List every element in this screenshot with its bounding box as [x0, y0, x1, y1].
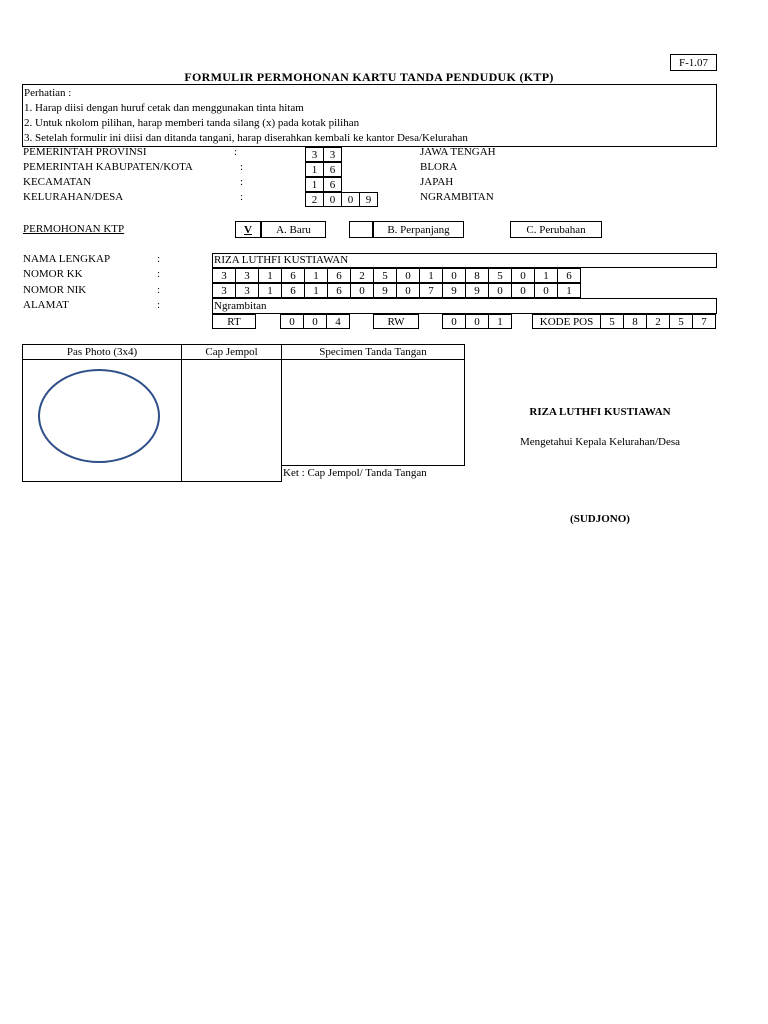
kk-digit-value: 5 [382, 269, 388, 282]
rw-digit-value: 1 [497, 315, 503, 328]
kk-digit-value: 3 [244, 269, 250, 282]
kk-digit[interactable] [212, 268, 236, 283]
nik-digit[interactable] [534, 283, 558, 298]
region-label: PEMERINTAH PROVINSI [23, 146, 147, 158]
nik-colon: : [157, 284, 161, 296]
kk-digit-value: 0 [451, 269, 457, 282]
nik-digit-value: 9 [474, 284, 480, 297]
kk-digit-value: 2 [359, 269, 365, 282]
rw-digit[interactable] [442, 314, 466, 329]
specimen-box [281, 359, 465, 466]
rt-label-cell [212, 314, 256, 329]
pas-photo-header [22, 344, 182, 360]
nik-digit-value: 0 [497, 284, 503, 297]
kk-digit[interactable] [488, 268, 512, 283]
postal-label: KODE POS [539, 315, 594, 328]
region-digit[interactable] [359, 192, 378, 207]
nik-digit-value: 0 [359, 284, 365, 297]
postal-digit-value: 2 [655, 315, 661, 328]
postal-digit[interactable] [623, 314, 647, 329]
photo-ellipse [23, 360, 181, 481]
option-baru[interactable] [261, 221, 326, 238]
postal-digit-value: 5 [609, 315, 615, 328]
notice-item-3: 3. Setelah formulir ini diisi dan ditanda tangani, harap diserahkan kembali ke kantor Desa/Kelurahan [24, 132, 468, 144]
check-box-baru[interactable] [235, 221, 261, 238]
name-value: RIZA LUTHFI KUSTIAWAN [214, 254, 349, 266]
rt-digit-value: 0 [312, 315, 318, 328]
kk-digit-value: 6 [290, 269, 296, 282]
rt-digit[interactable] [280, 314, 304, 329]
kk-digit-value: 0 [405, 269, 411, 282]
region-digit[interactable] [305, 162, 324, 177]
rw-digit[interactable] [465, 314, 489, 329]
notice-box [22, 84, 717, 147]
kk-digit[interactable] [304, 268, 328, 283]
region-digit-value: 6 [329, 178, 336, 191]
region-name: JAWA TENGAH [420, 146, 496, 158]
specimen-header [281, 344, 465, 360]
region-label: KECAMATAN [23, 176, 92, 188]
region-digit[interactable] [341, 192, 360, 207]
region-digit-value: 3 [311, 148, 318, 161]
nik-digit[interactable] [350, 283, 374, 298]
region-digit[interactable] [305, 177, 324, 192]
nik-digit[interactable] [327, 283, 351, 298]
rt-label: RT [227, 315, 241, 328]
kk-digit[interactable] [281, 268, 305, 283]
region-digit[interactable] [305, 147, 324, 162]
kk-digit[interactable] [235, 268, 259, 283]
postal-digit-value: 7 [701, 315, 707, 328]
option-perpanjang[interactable] [373, 221, 464, 238]
kk-digit[interactable] [557, 268, 581, 283]
address-value: Ngrambitan [214, 300, 267, 312]
nik-digit-value: 3 [221, 284, 227, 297]
specimen-label: Specimen Tanda Tangan [319, 346, 427, 358]
rw-digit-value: 0 [474, 315, 480, 328]
kk-digit[interactable] [350, 268, 374, 283]
pas-photo-label: Pas Photo (3x4) [66, 346, 138, 358]
nik-digit[interactable] [511, 283, 535, 298]
form-code-text: F-1.07 [678, 56, 709, 69]
nik-digit[interactable] [488, 283, 512, 298]
rw-label: RW [387, 315, 405, 328]
nik-digit[interactable] [212, 283, 236, 298]
nik-digit[interactable] [396, 283, 420, 298]
pas-photo-box [22, 359, 182, 482]
kk-digit[interactable] [327, 268, 351, 283]
name-colon: : [157, 253, 161, 265]
nik-digit[interactable] [258, 283, 282, 298]
form-code [670, 54, 717, 71]
rt-digit-value: 0 [289, 315, 295, 328]
nik-digit-value: 1 [313, 284, 319, 297]
region-digit-value: 9 [365, 193, 372, 206]
rt-digit-value: 4 [335, 315, 341, 328]
kk-digit-value: 5 [497, 269, 503, 282]
nik-label: NOMOR NIK [23, 284, 87, 296]
notice-heading: Perhatian : [24, 87, 72, 99]
kk-digit-value: 1 [428, 269, 434, 282]
cap-jempol-label: Cap Jempol [205, 346, 258, 358]
notice-item-2: 2. Untuk nkolom pilihan, harap memberi tanda silang (x) pada kotak pilihan [24, 117, 360, 129]
check-mark: V [244, 223, 252, 236]
application-label: PERMOHONAN KTP [23, 223, 125, 235]
nik-digit[interactable] [304, 283, 328, 298]
region-digit-value: 2 [311, 193, 318, 206]
nik-digit-value: 1 [267, 284, 273, 297]
postal-digit[interactable] [600, 314, 624, 329]
postal-digit[interactable] [646, 314, 670, 329]
region-digit-value: 3 [329, 148, 336, 161]
postal-digit[interactable] [692, 314, 716, 329]
nik-digit[interactable] [235, 283, 259, 298]
address-label: ALAMAT [23, 299, 69, 311]
kk-digit[interactable] [373, 268, 397, 283]
region-digit-value: 1 [311, 163, 318, 176]
cap-jempol-header [181, 344, 282, 360]
form-title: FORMULIR PERMOHONAN KARTU TANDA PENDUDUK (KTP) [184, 70, 554, 84]
nik-digit[interactable] [419, 283, 443, 298]
kk-digit-value: 6 [566, 269, 572, 282]
name-label: NAMA LENGKAP [23, 253, 111, 265]
option-baru-label: A. Baru [276, 223, 311, 236]
nik-digit-value: 7 [428, 284, 434, 297]
kk-digit-value: 0 [520, 269, 526, 282]
rw-digit[interactable] [488, 314, 512, 329]
kk-digit[interactable] [511, 268, 535, 283]
region-digit-value: 6 [329, 163, 336, 176]
applicant-name: RIZA LUTHFI KUSTIAWAN [529, 406, 671, 418]
postal-label-cell [532, 314, 601, 329]
nik-digit-value: 9 [451, 284, 457, 297]
nik-digit-value: 9 [382, 284, 388, 297]
region-digit-value: 0 [329, 193, 336, 206]
kk-colon: : [157, 268, 161, 280]
kk-digit[interactable] [442, 268, 466, 283]
ket-note: Ket : Cap Jempol/ Tanda Tangan [283, 467, 427, 479]
nik-digit[interactable] [557, 283, 581, 298]
region-label: PEMERINTAH KABUPATEN/KOTA [23, 161, 193, 173]
nik-digit-value: 6 [290, 284, 296, 297]
nik-digit-value: 3 [244, 284, 250, 297]
kk-label: NOMOR KK [23, 268, 83, 280]
kk-digit-value: 1 [267, 269, 273, 282]
region-digit-value: 0 [347, 193, 354, 206]
region-digit[interactable] [323, 162, 342, 177]
nik-digit[interactable] [373, 283, 397, 298]
region-colon: : [234, 146, 238, 158]
nik-digit-value: 0 [520, 284, 526, 297]
rt-digit[interactable] [303, 314, 327, 329]
kk-digit-value: 6 [336, 269, 342, 282]
region-name: JAPAH [420, 176, 454, 188]
region-digit-value: 1 [311, 178, 318, 191]
region-name: BLORA [420, 161, 458, 173]
nik-digit-value: 1 [566, 284, 572, 297]
check-box-perpanjang[interactable] [349, 221, 373, 238]
option-perubahan[interactable] [510, 221, 602, 238]
kk-digit[interactable] [465, 268, 489, 283]
kk-digit-value: 1 [543, 269, 549, 282]
option-perubahan-label: C. Perubahan [526, 223, 586, 236]
region-digit[interactable] [323, 192, 342, 207]
region-colon: : [240, 191, 244, 203]
postal-digit-value: 8 [632, 315, 638, 328]
notice-item-1: 1. Harap diisi dengan huruf cetak dan menggunakan tinta hitam [24, 102, 304, 114]
address-field[interactable] [212, 298, 717, 314]
kk-digit[interactable] [534, 268, 558, 283]
postal-digit[interactable] [669, 314, 693, 329]
nik-digit[interactable] [465, 283, 489, 298]
address-colon: : [157, 299, 161, 311]
region-colon: : [240, 176, 244, 188]
kk-digit-value: 3 [221, 269, 227, 282]
rw-digit-value: 0 [451, 315, 457, 328]
region-digit[interactable] [323, 177, 342, 192]
kk-digit[interactable] [258, 268, 282, 283]
nik-digit-value: 0 [543, 284, 549, 297]
kk-digit-value: 1 [313, 269, 319, 282]
nik-digit-value: 0 [405, 284, 411, 297]
region-digit[interactable] [323, 147, 342, 162]
kk-digit[interactable] [396, 268, 420, 283]
option-perpanjang-label: B. Perpanjang [387, 223, 450, 236]
nik-digit-value: 6 [336, 284, 342, 297]
name-field[interactable] [212, 253, 717, 268]
rt-digit[interactable] [326, 314, 350, 329]
kk-digit-value: 8 [474, 269, 480, 282]
cap-jempol-box [181, 359, 282, 482]
official-name: (SUDJONO) [570, 513, 630, 525]
nik-digit[interactable] [281, 283, 305, 298]
region-digit[interactable] [305, 192, 324, 207]
region-colon: : [240, 161, 244, 173]
rw-label-cell [373, 314, 419, 329]
region-name: NGRAMBITAN [420, 191, 494, 203]
kk-digit[interactable] [419, 268, 443, 283]
nik-digit[interactable] [442, 283, 466, 298]
postal-digit-value: 5 [678, 315, 684, 328]
region-label: KELURAHAN/DESA [23, 191, 124, 203]
acknowledge-text: Mengetahui Kepala Kelurahan/Desa [519, 436, 681, 448]
